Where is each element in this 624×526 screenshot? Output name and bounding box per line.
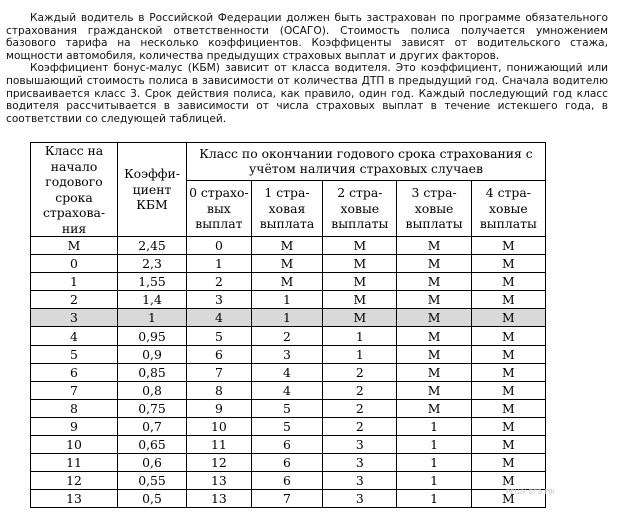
- cell-start-class: 9: [31, 417, 118, 435]
- table-row: [31, 345, 546, 363]
- cell-end-4: М: [471, 345, 545, 363]
- intro-paragraph-kbm: Коэффициент бонус-малус (КБМ) зависит от класса водителя. Это коэффициент, понижающий или повышающий стоимость полиса в зависимости от количества ДТП в предыдущий год. Сначала водителю присваивается класс 3. Срок действия полиса, как правило, один год. Каждый последующий год класс водителя рассчитывается в зависимости от числа страховых выплат в течение истекшего года, в соответствии со следующей таблицей.: [6, 62, 608, 125]
- header-0-payments: 0 страхо-вых выплат: [187, 180, 252, 236]
- cell-kbm: 0,55: [118, 472, 187, 490]
- cell-end-4: М: [471, 363, 545, 381]
- header-start-class: Класс на начало годового срока страхова-ния: [31, 143, 118, 237]
- cell-end-4: М: [471, 237, 545, 255]
- header-4-payments: 4 стра-ховые выплаты: [471, 180, 545, 236]
- cell-end-0: 2: [187, 273, 252, 291]
- cell-start-class: 12: [31, 472, 118, 490]
- table-row: [31, 237, 546, 255]
- cell-end-3: 1: [397, 490, 471, 508]
- cell-end-2: 2: [323, 363, 397, 381]
- cell-end-1: М: [251, 237, 322, 255]
- cell-kbm: 2,45: [118, 237, 187, 255]
- cell-end-0: 13: [187, 490, 252, 508]
- cell-end-2: 3: [323, 490, 397, 508]
- cell-start-class: 11: [31, 454, 118, 472]
- cell-end-4: М: [471, 309, 545, 327]
- cell-end-2: М: [323, 273, 397, 291]
- cell-kbm: 0,8: [118, 381, 187, 399]
- cell-end-1: 4: [251, 381, 322, 399]
- cell-end-2: М: [323, 255, 397, 273]
- cell-start-class: 6: [31, 363, 118, 381]
- header-kbm-coefficient: Коэффи-циент КБМ: [118, 143, 187, 237]
- cell-end-2: 3: [323, 472, 397, 490]
- cell-start-class: 5: [31, 345, 118, 363]
- table-row: [31, 255, 546, 273]
- cell-kbm: 1,4: [118, 291, 187, 309]
- cell-end-0: 12: [187, 454, 252, 472]
- cell-start-class: М: [31, 237, 118, 255]
- table-row: [31, 454, 546, 472]
- cell-end-0: 6: [187, 345, 252, 363]
- cell-start-class: 3: [31, 309, 118, 327]
- cell-kbm: 0,95: [118, 327, 187, 345]
- cell-end-1: 1: [251, 309, 322, 327]
- kbm-table: [30, 142, 546, 508]
- cell-end-4: М: [471, 327, 545, 345]
- cell-end-1: 1: [251, 291, 322, 309]
- cell-end-2: 2: [323, 417, 397, 435]
- cell-end-2: 1: [323, 345, 397, 363]
- cell-start-class: 10: [31, 436, 118, 454]
- cell-end-2: М: [323, 237, 397, 255]
- header-2-payments: 2 стра-ховые выплаты: [323, 180, 397, 236]
- cell-end-3: М: [397, 237, 471, 255]
- cell-end-1: 6: [251, 472, 322, 490]
- cell-end-4: М: [471, 417, 545, 435]
- cell-kbm: 0,7: [118, 417, 187, 435]
- cell-kbm: 0,5: [118, 490, 187, 508]
- cell-end-1: 6: [251, 454, 322, 472]
- cell-end-3: М: [397, 309, 471, 327]
- cell-end-2: 3: [323, 454, 397, 472]
- intro-text: [6, 12, 608, 125]
- cell-end-1: М: [251, 255, 322, 273]
- cell-end-0: 3: [187, 291, 252, 309]
- table-row: [31, 309, 546, 327]
- cell-end-4: М: [471, 381, 545, 399]
- cell-end-0: 10: [187, 417, 252, 435]
- cell-end-0: 13: [187, 472, 252, 490]
- cell-end-4: М: [471, 436, 545, 454]
- table-row: [31, 417, 546, 435]
- cell-end-3: 1: [397, 436, 471, 454]
- cell-end-4: М: [471, 273, 545, 291]
- table-row: [31, 291, 546, 309]
- cell-end-3: М: [397, 273, 471, 291]
- cell-end-3: М: [397, 345, 471, 363]
- cell-end-2: М: [323, 291, 397, 309]
- cell-end-1: 2: [251, 327, 322, 345]
- table-row: [31, 381, 546, 399]
- cell-end-1: 7: [251, 490, 322, 508]
- cell-start-class: 2: [31, 291, 118, 309]
- cell-kbm: 0,65: [118, 436, 187, 454]
- intro-paragraph-osago: Каждый водитель в Российской Федерации должен быть застрахован по программе обязательного страхования гражданской ответственности (ОСАГО). Стоимость полиса получается умножением базового тарифа на несколько коэффициентов. Коэффиценты зависят от водительского стажа, мощности автомобиля, количества предыдущих страховых выплат и других факторов.: [6, 12, 608, 62]
- cell-start-class: 8: [31, 399, 118, 417]
- cell-end-4: М: [471, 454, 545, 472]
- cell-start-class: 0: [31, 255, 118, 273]
- cell-end-4: М: [471, 255, 545, 273]
- cell-end-3: 1: [397, 417, 471, 435]
- cell-end-0: 11: [187, 436, 252, 454]
- cell-end-3: М: [397, 363, 471, 381]
- cell-end-1: 4: [251, 363, 322, 381]
- cell-end-1: 6: [251, 436, 322, 454]
- cell-end-0: 0: [187, 237, 252, 255]
- cell-kbm: 0,75: [118, 399, 187, 417]
- cell-start-class: 1: [31, 273, 118, 291]
- cell-end-4: М: [471, 291, 545, 309]
- kbm-table-body: [31, 237, 546, 508]
- table-row: [31, 472, 546, 490]
- cell-end-1: 5: [251, 417, 322, 435]
- table-row: [31, 273, 546, 291]
- cell-end-0: 8: [187, 381, 252, 399]
- cell-end-0: 5: [187, 327, 252, 345]
- cell-end-2: 2: [323, 399, 397, 417]
- cell-end-1: 5: [251, 399, 322, 417]
- cell-kbm: 1,55: [118, 273, 187, 291]
- cell-end-2: 3: [323, 436, 397, 454]
- cell-start-class: 7: [31, 381, 118, 399]
- cell-kbm: 0,85: [118, 363, 187, 381]
- cell-end-0: 9: [187, 399, 252, 417]
- cell-start-class: 4: [31, 327, 118, 345]
- watermark: РЕШУ ЕГЭ.РФ: [506, 488, 555, 496]
- table-row: [31, 436, 546, 454]
- cell-kbm: 2,3: [118, 255, 187, 273]
- cell-end-4: М: [471, 472, 545, 490]
- cell-end-1: 3: [251, 345, 322, 363]
- header-end-class-group: Класс по окончании годового срока страхования с учётом наличия страховых случаев: [187, 143, 546, 181]
- cell-end-3: М: [397, 255, 471, 273]
- table-row: [31, 327, 546, 345]
- cell-kbm: 0,9: [118, 345, 187, 363]
- cell-end-3: М: [397, 327, 471, 345]
- table-row: [31, 399, 546, 417]
- cell-end-0: 7: [187, 363, 252, 381]
- cell-end-3: М: [397, 291, 471, 309]
- header-3-payments: 3 стра-ховые выплаты: [397, 180, 471, 236]
- cell-end-2: 2: [323, 381, 397, 399]
- cell-end-3: 1: [397, 454, 471, 472]
- header-1-payment: 1 стра-ховая выплата: [251, 180, 322, 236]
- cell-end-4: М: [471, 490, 545, 508]
- cell-end-0: 1: [187, 255, 252, 273]
- cell-kbm: 0,6: [118, 454, 187, 472]
- cell-end-3: М: [397, 381, 471, 399]
- cell-kbm: 1: [118, 309, 187, 327]
- cell-end-2: М: [323, 309, 397, 327]
- table-row: [31, 490, 546, 508]
- cell-end-2: 1: [323, 327, 397, 345]
- cell-end-3: М: [397, 399, 471, 417]
- cell-end-3: 1: [397, 472, 471, 490]
- table-row: [31, 363, 546, 381]
- cell-end-4: М: [471, 399, 545, 417]
- cell-end-1: М: [251, 273, 322, 291]
- cell-start-class: 13: [31, 490, 118, 508]
- cell-end-0: 4: [187, 309, 252, 327]
